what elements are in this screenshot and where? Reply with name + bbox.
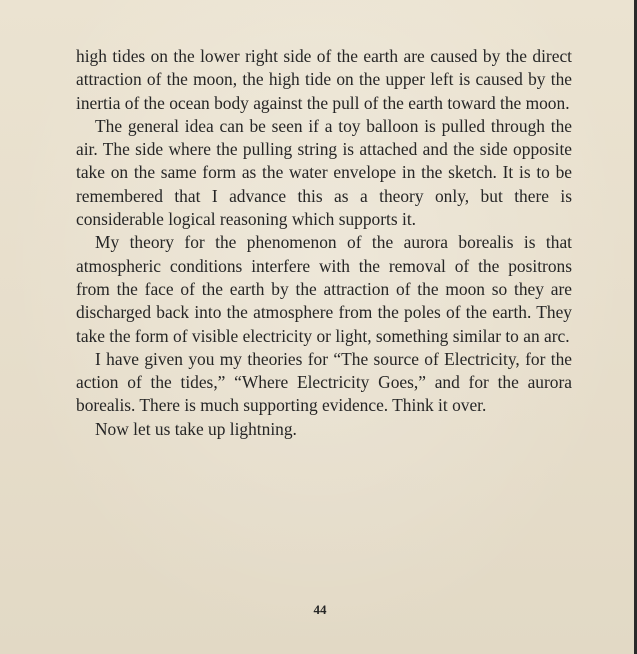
paragraph-aurora-theory: My theory for the phenomenon of the aurora borealis is that atmospheric conditions interfere with the removal of the positrons from the face of the earth by the attraction of the moon so they are discharged back into the atmosphere from the poles of the earth. They take the form of visible electricity or light, something similar to an arc. xyxy=(76,232,572,346)
paragraph-lightning-intro: Now let us take up lightning. xyxy=(95,418,297,439)
paragraph-theories-summary: I have given you my theories for “The source of Electricity, for the action of the tides,” “Where Electricity Goes,” and for the aurora borealis. There is much supporting evidence. Think it over. xyxy=(76,348,572,416)
page-number: 44 xyxy=(313,602,327,617)
body-text xyxy=(76,45,572,441)
paragraph-balloon-analogy: The general idea can be seen if a toy balloon is pulled through the air. The side where the pulling string is attached and the side opposite take on the same form as the water envelope in the sketch. It is to be remembered that I advance this as a theory only, but there is considerable logical reasoning which supports it. xyxy=(76,115,572,230)
paragraph-tides-continuation: high tides on the lower right side of the earth are caused by the direct attraction of the moon, the high tide on the upper left is caused by the inertia of the ocean body against the pull of the earth toward the moon. xyxy=(76,46,572,113)
